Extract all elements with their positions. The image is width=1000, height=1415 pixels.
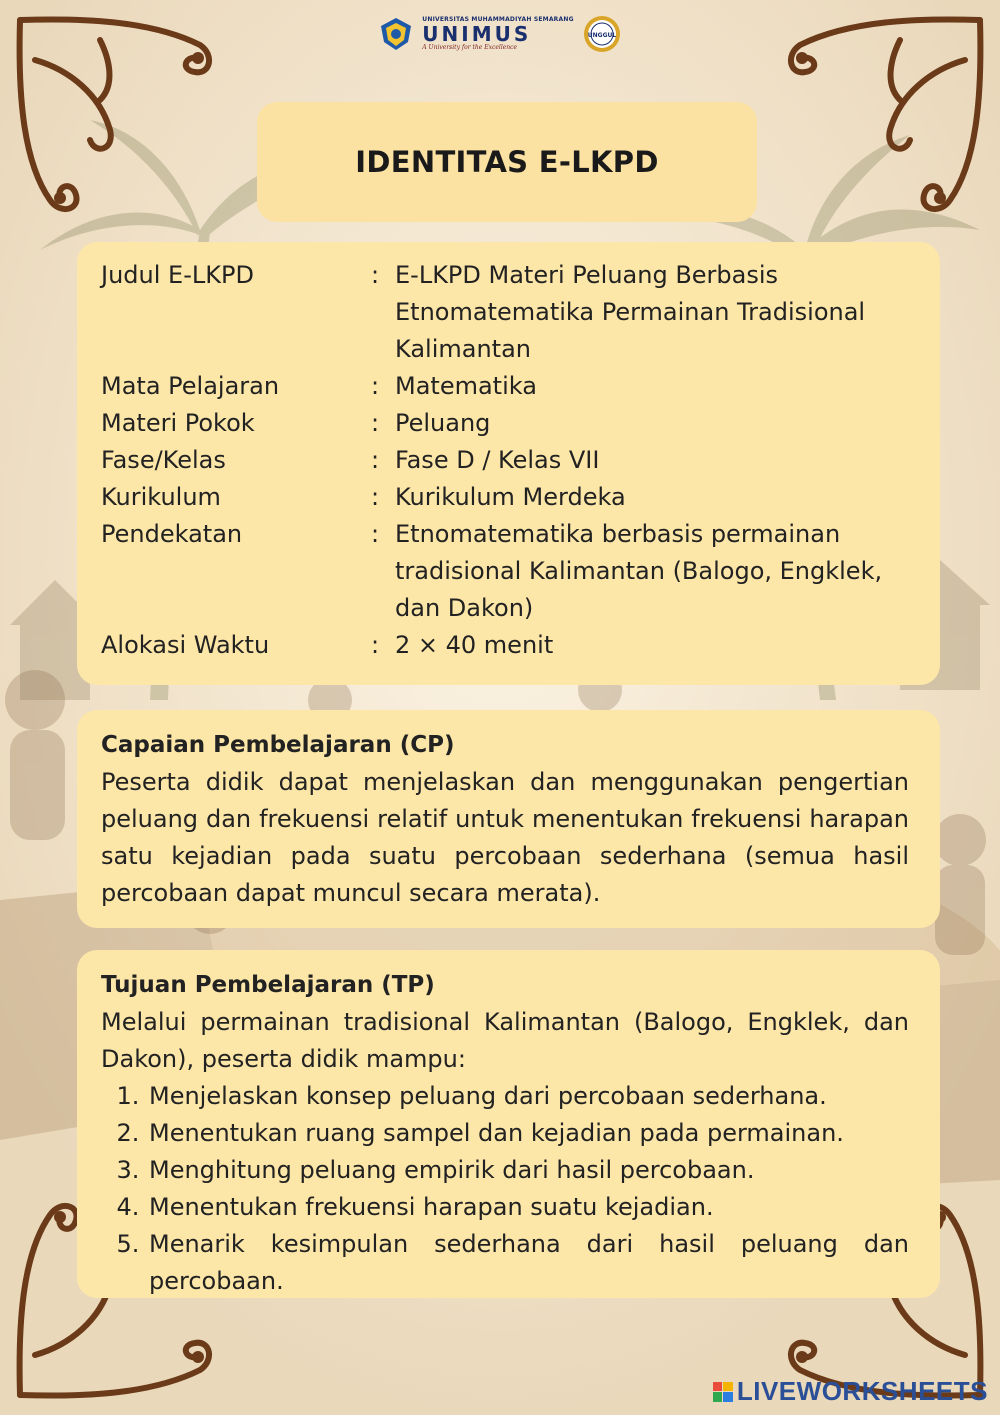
tp-block: [101, 967, 909, 1300]
badge-label: UNGGUL: [587, 32, 616, 39]
tp-list-item: 3. Menghitung peluang empirik dari hasil percobaan.: [147, 1152, 909, 1189]
identity-value: Peluang: [395, 409, 491, 437]
identity-colon: :: [371, 409, 380, 437]
tp-heading: Tujuan Pembelajaran (TP): [101, 972, 435, 998]
identity-label: Alokasi Waktu: [101, 631, 270, 659]
tp-list-item: 4. Menentukan frekuensi harapan suatu kejadian.: [147, 1189, 909, 1226]
identity-value: Matematika: [395, 372, 537, 400]
liveworksheets-brand: LIVEWORKSHEETS: [736, 1376, 988, 1406]
university-tagline: A University for the Excellence: [422, 44, 518, 51]
identity-colon: :: [371, 631, 380, 659]
unggul-badge-icon: [582, 14, 622, 54]
tp-list-item: 5. Menarik kesimpulan sederhana dari hasil peluang dan percobaan.: [147, 1226, 909, 1300]
university-brand: [422, 17, 573, 51]
university-emblem-icon: [378, 16, 414, 52]
page-title: IDENTITAS E-LKPD: [355, 145, 659, 179]
liveworksheets-logo-icon: [713, 1382, 733, 1402]
liveworksheets-watermark[interactable]: [713, 1376, 988, 1407]
tp-list-item: 1. Menjelaskan konsep peluang dari percobaan sederhana.: [147, 1078, 909, 1115]
identity-label: Kurikulum: [101, 483, 221, 511]
identity-value: E-LKPD Materi Peluang Berbasis Etnomatematika Permainan Tradisional Kalimantan: [395, 261, 866, 363]
identity-colon: :: [371, 261, 380, 289]
university-short-name: UNIMUS: [422, 22, 532, 46]
identity-row: [101, 479, 920, 516]
title-box: [257, 102, 757, 222]
identity-label: Judul E-LKPD: [101, 261, 254, 289]
identity-colon: :: [371, 446, 380, 474]
identity-card: [77, 242, 940, 685]
identity-value: Etnomatematika berbasis permainan tradisional Kalimantan (Balogo, Engklek, dan Dakon): [395, 520, 883, 622]
identity-label: Mata Pelajaran: [101, 372, 280, 400]
identity-colon: :: [371, 483, 380, 511]
identity-row: [101, 442, 920, 479]
identity-label: Fase/Kelas: [101, 446, 226, 474]
cp-text: Peserta didik dapat menjelaskan dan menggunakan pengertian peluang dan frekuensi relatif untuk menentukan frekuensi harapan satu kejadian pada suatu percobaan sederhana (semua hasil percobaan dapat muncul secara merata).: [101, 768, 909, 907]
identity-label: Materi Pokok: [101, 409, 255, 437]
tp-list: [101, 1078, 909, 1300]
identity-value: 2 × 40 menit: [395, 631, 554, 659]
cp-block: [101, 727, 909, 912]
identity-label: Pendekatan: [101, 520, 243, 548]
identity-row: [101, 516, 920, 627]
identity-row: [101, 627, 920, 664]
identity-colon: :: [371, 520, 380, 548]
tp-intro: Melalui permainan tradisional Kalimantan (Balogo, Engklek, dan Dakon), peserta didik mampu:: [101, 1008, 909, 1073]
cp-card: [77, 710, 940, 928]
identity-colon: :: [371, 372, 380, 400]
identity-value: Fase D / Kelas VII: [395, 446, 600, 474]
identity-row: [101, 368, 920, 405]
identity-row: [101, 405, 920, 442]
header-logos: [0, 12, 1000, 56]
identity-row: [101, 257, 920, 368]
tp-list-item: 2. Menentukan ruang sampel dan kejadian pada permainan.: [147, 1115, 909, 1152]
tp-card: [77, 950, 940, 1298]
university-full-name: UNIVERSITAS MUHAMMADIYAH SEMARANG: [422, 16, 574, 23]
cp-heading: Capaian Pembelajaran (CP): [101, 732, 455, 758]
identity-value: Kurikulum Merdeka: [395, 483, 626, 511]
